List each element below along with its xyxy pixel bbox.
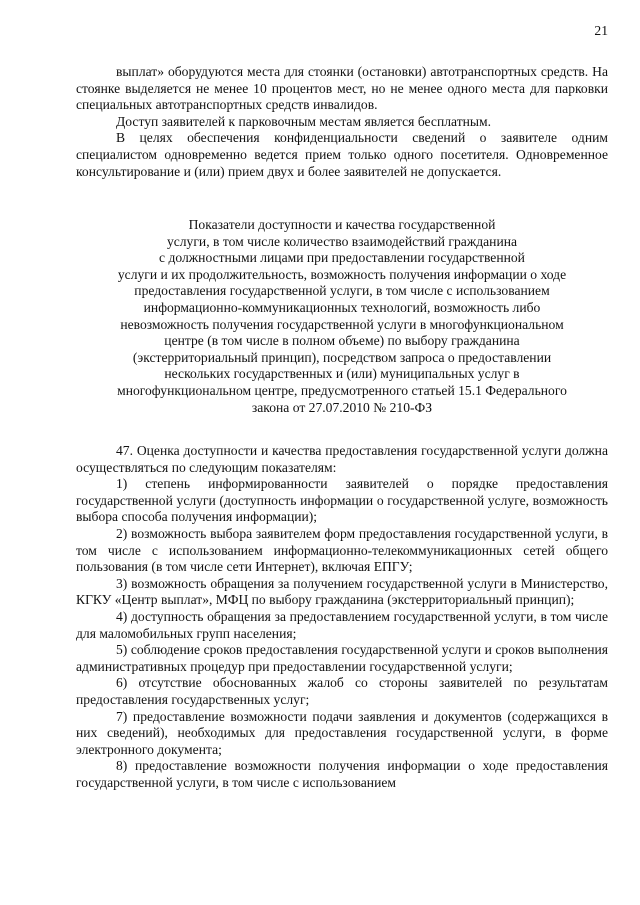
top-text-block [76, 64, 608, 180]
list-item-8: 8) предоставление возможности получения информации о ходе предоставления государственной услуги, в том числе с использованием [76, 758, 608, 790]
heading-line: центре (в том числе в полном объеме) по выбору гражданина [164, 333, 520, 349]
heading-line: предоставления государственной услуги, в том числе с использованием [134, 283, 550, 299]
heading-line: информационно-коммуникационных технологий, возможность либо [143, 299, 541, 315]
heading-line: нескольких государственных и (или) муниципальных услуг в [164, 366, 520, 382]
list-item-4: 4) доступность обращения за предоставлением государственной услуги, в том числе для маломобильных групп населения; [76, 608, 608, 641]
heading-line: с должностными лицами при предоставлении государственной [159, 250, 525, 266]
heading-line: невозможность получения государственной услуги в многофункциональном [120, 316, 564, 332]
paragraph-parking-free: Доступ заявителей к парковочным местам является бесплатным. [116, 113, 492, 129]
heading-line: услуги, в том числе количество взаимодействий гражданина [166, 233, 518, 249]
paragraph-item-47: 47. Оценка доступности и качества предоставления государственной услуги должна осуществляться по следующим показателям: [76, 443, 608, 475]
paragraph-confidentiality: В целях обеспечения конфиденциальности сведений о заявителе одним специалистом одновременно ведется прием только одного посетителя. Одновременное консультирование и (или) прием двух и более заявителей не допускается. [76, 130, 608, 179]
list-item-2: 2) возможность выбора заявителем форм предоставления государственной услуги, в том числе с использованием информационно-телекоммуникационных сетей общего пользования (в том числе сети Интернет), включая ЕПГУ; [76, 525, 608, 575]
heading-line: многофункциональном центре, предусмотренного статьей 15.1 Федерального [117, 382, 567, 398]
heading-line: Показатели доступности и качества государственной [188, 217, 496, 232]
heading-line: закона от 27.07.2010 № 210-ФЗ [251, 399, 433, 415]
heading-line: (экстерриториальный принцип), посредством запроса о предоставлении [132, 349, 552, 365]
list-item-6: 6) отсутствие обоснованных жалоб со стороны заявителей по результатам предоставления государственных услуг; [76, 675, 608, 707]
list-item-7: 7) предоставление возможности подачи заявления и документов (содержащихся в них сведений), необходимых для предоставления государственной услуги, в форме электронного документа; [76, 708, 608, 757]
section-heading [80, 217, 604, 416]
list-item-5: 5) соблюдение сроков предоставления государственной услуги и сроков выполнения административных процедур при предоставлении государственной услуги; [76, 642, 608, 674]
list-item-3: 3) возможность обращения за получением государственной услуги в Министерство, КГКУ «Центр выплат», МФЦ по выбору гражданина (экстерриториальный принцип); [76, 575, 608, 608]
list-item-1: 1) степень информированности заявителей о порядке предоставления государственной услуги (доступность информации о государственной услуге, возможность выбора способа получения информации); [76, 476, 608, 525]
paragraph-parking-spaces: выплат» оборудуются места для стоянки (остановки) автотранспортных средств. На стоянке выделяется не менее 10 процентов мест, но не менее одного места для парковки специальных автотранспортных средств инвалидов. [76, 64, 608, 113]
main-text-block [76, 443, 608, 791]
page-number: 21 [594, 23, 608, 38]
heading-line: услуги и их продолжительность, возможность получения информации о ходе [117, 266, 567, 282]
